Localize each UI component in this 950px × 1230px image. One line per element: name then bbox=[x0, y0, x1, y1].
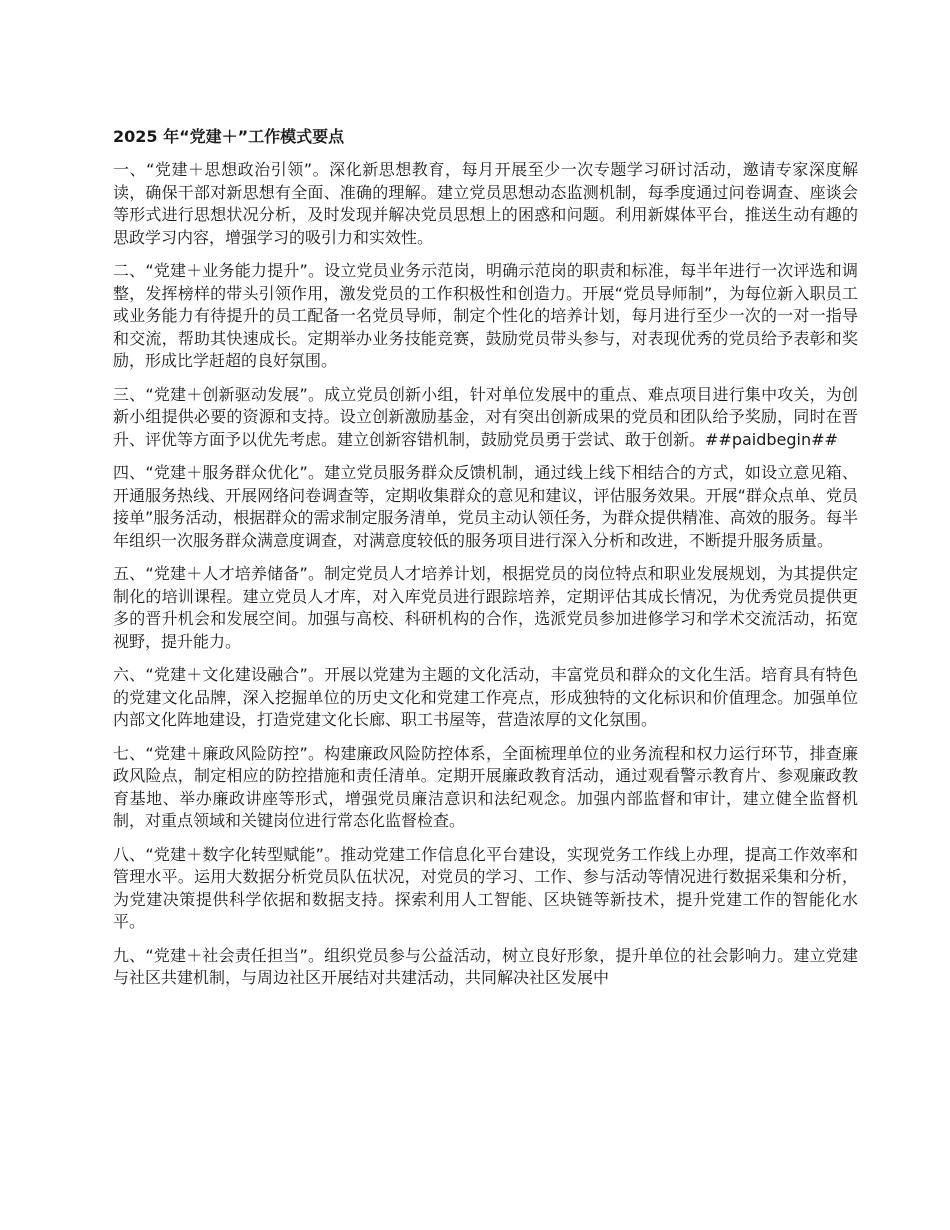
document-body bbox=[113, 126, 858, 1001]
paragraph-8: 八、“党建＋数字化转型赋能”。推动党建工作信息化平台建设，实现党务工作线上办理，提高工作效率和管理水平。运用大数据分析党员队伍状况，对党员的学习、工作、参与活动等情况进行数据采集和分析，为党建决策提供科学依据和数据支持。探索利用人工智能、区块链等新技术，提升党建工作的智能化水平。 bbox=[113, 844, 858, 931]
paragraph-1: 一、“党建＋思想政治引领”。深化新思想教育，每月开展至少一次专题学习研讨活动，邀请专家深度解读，确保干部对新思想有全面、准确的理解。建立党员思想动态监测机制，每季度通过问卷调查、座谈会等形式进行思想状况分析，及时发现并解决党员思想上的困惑和问题。利用新媒体平台，推送生动有趣的思政学习内容，增强学习的吸引力和实效性。 bbox=[113, 160, 858, 247]
paragraph-7: 七、“党建＋廉政风险防控”。构建廉政风险防控体系，全面梳理单位的业务流程和权力运行环节，排查廉政风险点，制定相应的防控措施和责任清单。定期开展廉政教育活动，通过观看警示教育片、参观廉政教育基地、举办廉政讲座等形式，增强党员廉洁意识和法纪观念。加强内部监督和审计，建立健全监督机制，对重点领域和关键岗位进行常态化监督检查。 bbox=[113, 743, 858, 830]
paragraph-3: 三、“党建＋创新驱动发展”。成立党员创新小组，针对单位发展中的重点、难点项目进行集中攻关，为创新小组提供必要的资源和支持。设立创新激励基金，对有突出创新成果的党员和团队给予奖励，同时在晋升、评优等方面予以优先考虑。建立创新容错机制，鼓励党员勇于尝试、敢于创新。##paidbegin## bbox=[113, 384, 858, 449]
paragraph-2: 二、“党建＋业务能力提升”。设立党员业务示范岗，明确示范岗的职责和标准，每半年进行一次评选和调整，发挥榜样的带头引领作用，激发党员的工作积极性和创造力。开展“党员导师制”，为每位新入职员工或业务能力有待提升的员工配备一名党员导师，制定个性化的培养计划，每月进行至少一次的一对一指导和交流，帮助其快速成长。定期举办业务技能竞赛，鼓励党员带头参与，对表现优秀的党员给予表彰和奖励，形成比学赶超的良好氛围。 bbox=[113, 261, 858, 370]
paragraph-4: 四、“党建＋服务群众优化”。建立党员服务群众反馈机制，通过线上线下相结合的方式，如设立意见箱、开通服务热线、开展网络问卷调查等，定期收集群众的意见和建议，评估服务效果。开展“群众点单、党员接单”服务活动，根据群众的需求制定服务清单，党员主动认领任务，为群众提供精准、高效的服务。每半年组织一次服务群众满意度调查，对满意度较低的服务项目进行深入分析和改进，不断提升服务质量。 bbox=[113, 463, 858, 550]
paragraph-5: 五、“党建＋人才培养储备”。制定党员人才培养计划，根据党员的岗位特点和职业发展规划，为其提供定制化的培训课程。建立党员人才库，对入库党员进行跟踪培养，定期评估其成长情况，为优秀党员提供更多的晋升机会和发展空间。加强与高校、科研机构的合作，选派党员参加进修学习和学术交流活动，拓宽视野，提升能力。 bbox=[113, 564, 858, 651]
document-title: 2025 年“党建＋”工作模式要点 bbox=[113, 127, 345, 146]
paragraph-9: 九、“党建＋社会责任担当”。组织党员参与公益活动，树立良好形象，提升单位的社会影响力。建立党建与社区共建机制，与周边社区开展结对共建活动，共同解决社区发展中 bbox=[113, 945, 858, 987]
paragraph-6: 六、“党建＋文化建设融合”。开展以党建为主题的文化活动，丰富党员和群众的文化生活。培育具有特色的党建文化品牌，深入挖掘单位的历史文化和党建工作亮点，形成独特的文化标识和价值理念。加强单位内部文化阵地建设，打造党建文化长廊、职工书屋等，营造浓厚的文化氛围。 bbox=[113, 665, 858, 729]
